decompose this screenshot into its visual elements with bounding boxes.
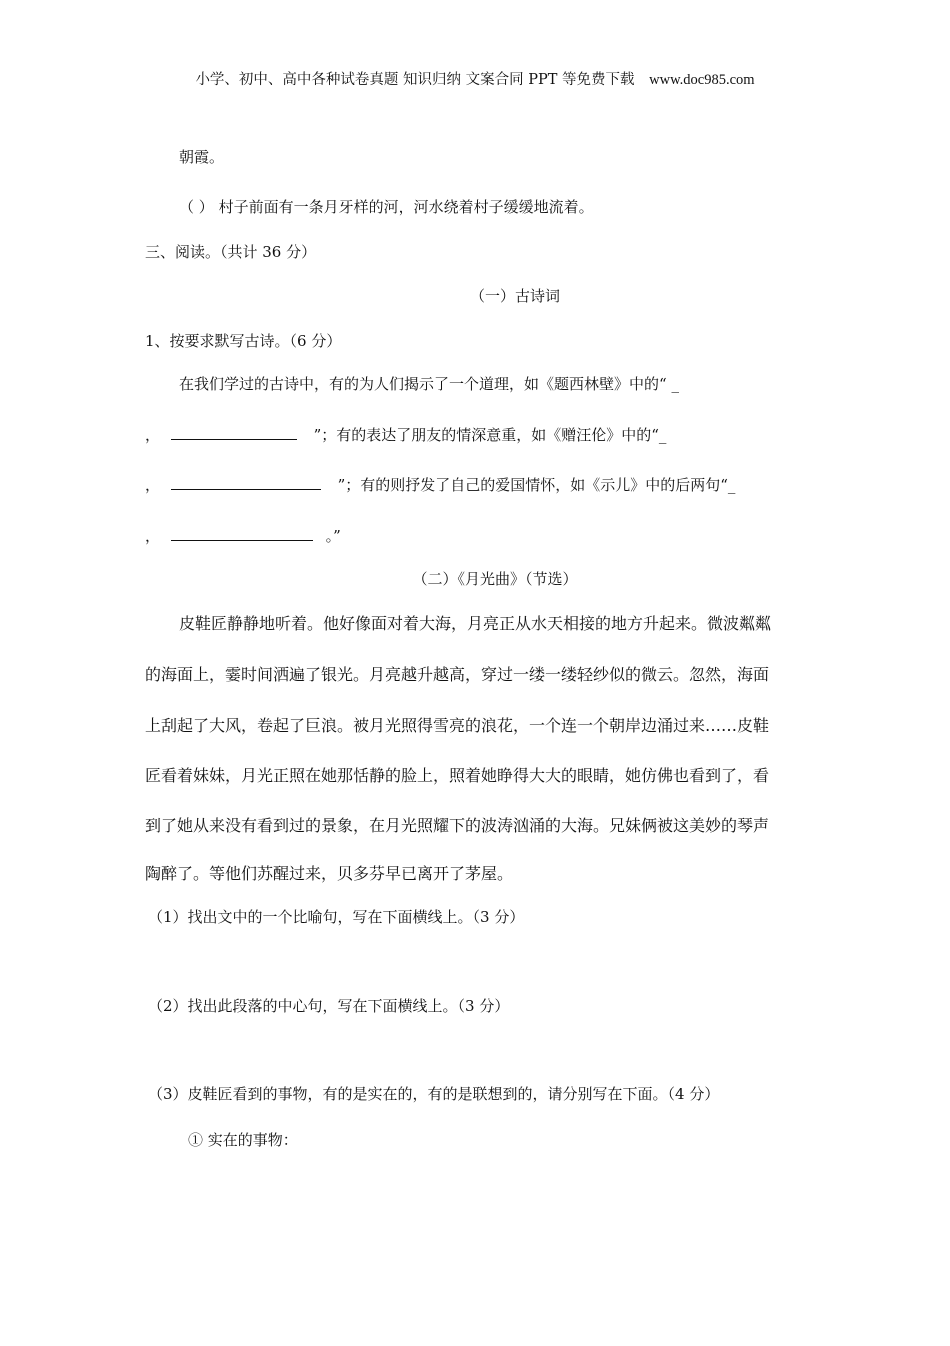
- question-2: （2）找出此段落的中心句，写在下面横线上。（3 分）: [148, 997, 510, 1015]
- poem-line-3: [145, 474, 735, 495]
- poem-line-2: [145, 424, 666, 445]
- poem-line-1: 在我们学过的古诗中，有的为人们揭示了一个道理，如《题西林壁》中的“ _: [179, 375, 679, 393]
- header-site: www.doc985.com: [649, 72, 755, 88]
- comma: ，: [145, 527, 161, 545]
- answer-blank-2[interactable]: [171, 475, 321, 490]
- section3-title: 三、阅读。（共计 36 分）: [145, 243, 317, 261]
- passage-line-1: 皮鞋匠静静地听着。他好像面对着大海，月亮正从水天相接的地方升起来。微波粼粼: [179, 614, 772, 633]
- answer-blank-1[interactable]: [171, 425, 297, 440]
- part2-heading: （二）《月光曲》（节选）: [412, 570, 578, 588]
- comma: ，: [145, 476, 161, 494]
- poem-line-2-text: ”；有的表达了朋友的情深意重，如《赠汪伦》中的“_: [313, 426, 667, 444]
- passage-line-4: 匠看着妹妹，月光正照在她那恬静的脸上，照着她睁得大大的眼睛，她仿佛也看到了，看: [145, 766, 770, 785]
- passage-line-3: 上刮起了大风，卷起了巨浪。被月光照得雪亮的浪花，一个连一个朝岸边涌过来……皮鞋: [145, 716, 770, 735]
- sub-item-1: ① 实在的事物：: [188, 1131, 298, 1149]
- prev-question-text: 村子前面有一条月牙样的河，河水绕着村子缓缓地流着。: [218, 198, 594, 216]
- part1-heading: （一）古诗词: [469, 287, 560, 305]
- answer-area-1[interactable]: [148, 935, 798, 985]
- answer-area-2[interactable]: [148, 1025, 798, 1075]
- question-3: （3）皮鞋匠看到的事物，有的是实在的，有的是联想到的，请分别写在下面。（4 分）: [148, 1085, 720, 1103]
- question-1: （1）找出文中的一个比喻句，写在下面横线上。（3 分）: [148, 908, 525, 926]
- poem-line-4-end: 。”: [325, 527, 341, 545]
- answer-paren[interactable]: （ ）: [179, 198, 214, 216]
- answer-blank-3[interactable]: [171, 526, 313, 541]
- prev-continuation: 朝霞。: [179, 148, 225, 166]
- header-text: 小学、初中、高中各种试卷真题 知识归纳 文案合同 PPT 等免费下载: [195, 72, 635, 88]
- page-header: [0, 68, 950, 89]
- passage-line-5: 到了她从来没有看到过的景象，在月光照耀下的波涛汹涌的大海。兄妹俩被这美妙的琴声: [145, 816, 770, 835]
- passage-line-2: 的海面上，霎时间洒遍了银光。月亮越升越高，穿过一缕一缕轻纱似的微云。忽然，海面: [145, 665, 770, 684]
- prev-question: [179, 196, 594, 217]
- poem-line-3-text: ”；有的则抒发了自己的爱国情怀，如《示儿》中的后两句“_: [337, 476, 736, 494]
- answer-area-3[interactable]: [320, 1125, 790, 1155]
- comma: ，: [145, 426, 161, 444]
- q1-title: 1、按要求默写古诗。（6 分）: [145, 332, 342, 350]
- passage-line-6: 陶醉了。等他们苏醒过来，贝多芬早已离开了茅屋。: [145, 864, 514, 883]
- poem-line-4: [145, 525, 341, 546]
